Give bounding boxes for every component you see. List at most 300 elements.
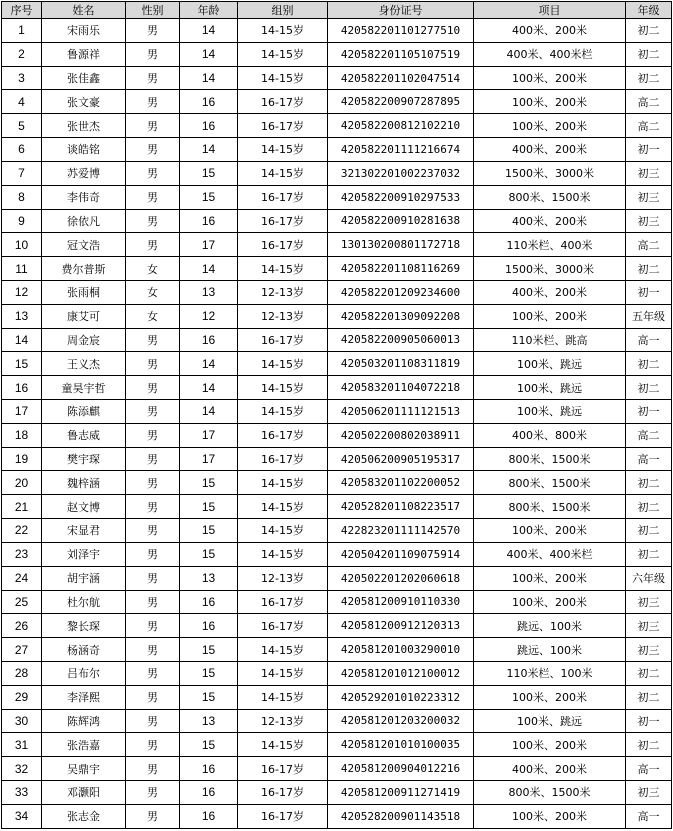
age-cell: 14: [180, 138, 238, 162]
group-cell: 14-15岁: [238, 257, 328, 281]
name-cell: 李泽熙: [42, 685, 126, 709]
event-cell: 1500米、3000米: [474, 257, 626, 281]
seq-cell: 34: [2, 804, 42, 828]
table-row: [2, 733, 672, 757]
name-cell: 黎长琛: [42, 614, 126, 638]
event-cell: 100米、200米: [474, 566, 626, 590]
group-cell: 16-17岁: [238, 757, 328, 781]
event-cell: 100米、200米: [474, 114, 626, 138]
event-cell: 800米、1500米: [474, 471, 626, 495]
grade-cell: 初二: [626, 471, 672, 495]
id-number-cell: 420529201010223312: [328, 685, 474, 709]
group-cell: 16-17岁: [238, 590, 328, 614]
grade-cell: 初三: [626, 590, 672, 614]
group-cell: 14-15岁: [238, 685, 328, 709]
seq-cell: 1: [2, 19, 42, 43]
group-cell: 14-15岁: [238, 400, 328, 424]
name-cell: 杜尔航: [42, 590, 126, 614]
age-cell: 15: [180, 542, 238, 566]
gender-cell: 男: [126, 161, 180, 185]
table-row: [2, 185, 672, 209]
age-cell: 14: [180, 400, 238, 424]
header-gender: 性别: [126, 2, 180, 19]
age-cell: 17: [180, 423, 238, 447]
name-cell: 童昊宇哲: [42, 376, 126, 400]
age-cell: 16: [180, 804, 238, 828]
name-cell: 张志金: [42, 804, 126, 828]
gender-cell: 女: [126, 304, 180, 328]
event-cell: 110米栏、100米: [474, 661, 626, 685]
event-cell: 100米、跳远: [474, 400, 626, 424]
name-cell: 张浩嘉: [42, 733, 126, 757]
name-cell: 杨涵奇: [42, 638, 126, 662]
age-cell: 14: [180, 66, 238, 90]
id-number-cell: 420582200910281638: [328, 209, 474, 233]
age-cell: 13: [180, 280, 238, 304]
gender-cell: 女: [126, 257, 180, 281]
id-number-cell: 420502201202060618: [328, 566, 474, 590]
seq-cell: 31: [2, 733, 42, 757]
name-cell: 陈添麒: [42, 400, 126, 424]
event-cell: 100米、200米: [474, 804, 626, 828]
gender-cell: 男: [126, 423, 180, 447]
group-cell: 14-15岁: [238, 661, 328, 685]
grade-cell: 高二: [626, 90, 672, 114]
grade-cell: 初二: [626, 66, 672, 90]
grade-cell: 初三: [626, 614, 672, 638]
seq-cell: 12: [2, 280, 42, 304]
id-number-cell: 420581201012100012: [328, 661, 474, 685]
group-cell: 14-15岁: [238, 161, 328, 185]
seq-cell: 17: [2, 400, 42, 424]
id-number-cell: 420528200901143518: [328, 804, 474, 828]
table-row: [2, 638, 672, 662]
age-cell: 17: [180, 233, 238, 257]
grade-cell: 高二: [626, 233, 672, 257]
age-cell: 17: [180, 447, 238, 471]
id-number-cell: 420506200905195317: [328, 447, 474, 471]
seq-cell: 33: [2, 781, 42, 805]
table-row: [2, 19, 672, 43]
header-age: 年龄: [180, 2, 238, 19]
id-number-cell: 420581201203200032: [328, 709, 474, 733]
event-cell: 800米、1500米: [474, 781, 626, 805]
grade-cell: 初三: [626, 781, 672, 805]
gender-cell: 男: [126, 376, 180, 400]
seq-cell: 22: [2, 519, 42, 543]
id-number-cell: 422823201111142570: [328, 519, 474, 543]
table-row: [2, 328, 672, 352]
seq-cell: 32: [2, 757, 42, 781]
group-cell: 16-17岁: [238, 447, 328, 471]
grade-cell: 初一: [626, 138, 672, 162]
header-name: 姓名: [42, 2, 126, 19]
seq-cell: 25: [2, 590, 42, 614]
event-cell: 100米、跳远: [474, 709, 626, 733]
group-cell: 16-17岁: [238, 804, 328, 828]
gender-cell: 男: [126, 42, 180, 66]
table-row: [2, 709, 672, 733]
event-cell: 1500米、3000米: [474, 161, 626, 185]
table-row: [2, 352, 672, 376]
event-cell: 400米、200米: [474, 19, 626, 43]
event-cell: 110米栏、跳高: [474, 328, 626, 352]
id-number-cell: 420528201108223517: [328, 495, 474, 519]
name-cell: 张文豪: [42, 90, 126, 114]
age-cell: 16: [180, 781, 238, 805]
event-cell: 800米、1500米: [474, 495, 626, 519]
age-cell: 15: [180, 733, 238, 757]
table-row: [2, 757, 672, 781]
group-cell: 14-15岁: [238, 471, 328, 495]
gender-cell: 男: [126, 566, 180, 590]
gender-cell: 男: [126, 19, 180, 43]
table-row: [2, 400, 672, 424]
seq-cell: 2: [2, 42, 42, 66]
age-cell: 15: [180, 161, 238, 185]
seq-cell: 21: [2, 495, 42, 519]
id-number-cell: 420582201105107519: [328, 42, 474, 66]
id-number-cell: 420506201111121513: [328, 400, 474, 424]
group-cell: 12-13岁: [238, 709, 328, 733]
age-cell: 15: [180, 685, 238, 709]
event-cell: 400米、400米栏: [474, 542, 626, 566]
event-cell: 100米、200米: [474, 733, 626, 757]
seq-cell: 14: [2, 328, 42, 352]
grade-cell: 初一: [626, 280, 672, 304]
grade-cell: 五年级: [626, 304, 672, 328]
table-row: [2, 566, 672, 590]
grade-cell: 初二: [626, 352, 672, 376]
seq-cell: 27: [2, 638, 42, 662]
seq-cell: 6: [2, 138, 42, 162]
group-cell: 12-13岁: [238, 304, 328, 328]
age-cell: 15: [180, 638, 238, 662]
header-seq: 序号: [2, 2, 42, 19]
event-cell: 100米、200米: [474, 590, 626, 614]
table-row: [2, 280, 672, 304]
grade-cell: 高二: [626, 423, 672, 447]
table-row: [2, 42, 672, 66]
name-cell: 冠文浩: [42, 233, 126, 257]
grade-cell: 初三: [626, 161, 672, 185]
grade-cell: 初三: [626, 638, 672, 662]
age-cell: 16: [180, 614, 238, 638]
id-number-cell: 420582201102047514: [328, 66, 474, 90]
gender-cell: 男: [126, 138, 180, 162]
id-number-cell: 420503201108311819: [328, 352, 474, 376]
gender-cell: 男: [126, 804, 180, 828]
gender-cell: 男: [126, 471, 180, 495]
seq-cell: 26: [2, 614, 42, 638]
grade-cell: 初三: [626, 185, 672, 209]
event-cell: 800米、1500米: [474, 447, 626, 471]
grade-cell: 高一: [626, 447, 672, 471]
gender-cell: 男: [126, 733, 180, 757]
age-cell: 14: [180, 19, 238, 43]
id-number-cell: 420581201010100035: [328, 733, 474, 757]
id-number-cell: 420582200905060013: [328, 328, 474, 352]
grade-cell: 初二: [626, 542, 672, 566]
grade-cell: 高一: [626, 328, 672, 352]
grade-cell: 初二: [626, 661, 672, 685]
id-number-cell: 420581201003290010: [328, 638, 474, 662]
athlete-registration-table: [1, 1, 672, 829]
name-cell: 李伟奇: [42, 185, 126, 209]
seq-cell: 3: [2, 66, 42, 90]
grade-cell: 初二: [626, 376, 672, 400]
id-number-cell: 420582201309092208: [328, 304, 474, 328]
name-cell: 胡宇涵: [42, 566, 126, 590]
group-cell: 14-15岁: [238, 733, 328, 757]
age-cell: 16: [180, 328, 238, 352]
gender-cell: 男: [126, 447, 180, 471]
table-row: [2, 519, 672, 543]
age-cell: 14: [180, 42, 238, 66]
age-cell: 14: [180, 376, 238, 400]
name-cell: 吕布尔: [42, 661, 126, 685]
grade-cell: 初二: [626, 685, 672, 709]
group-cell: 16-17岁: [238, 209, 328, 233]
gender-cell: 男: [126, 114, 180, 138]
gender-cell: 男: [126, 638, 180, 662]
gender-cell: 男: [126, 661, 180, 685]
event-cell: 400米、800米: [474, 423, 626, 447]
group-cell: 14-15岁: [238, 42, 328, 66]
seq-cell: 11: [2, 257, 42, 281]
name-cell: 鲁志威: [42, 423, 126, 447]
event-cell: 100米、200米: [474, 519, 626, 543]
table-body: [2, 19, 672, 829]
age-cell: 16: [180, 590, 238, 614]
grade-cell: 初二: [626, 733, 672, 757]
gender-cell: 男: [126, 709, 180, 733]
age-cell: 16: [180, 209, 238, 233]
seq-cell: 8: [2, 185, 42, 209]
id-number-cell: 420581200904012216: [328, 757, 474, 781]
age-cell: 14: [180, 257, 238, 281]
age-cell: 16: [180, 90, 238, 114]
table-header-row: [2, 2, 672, 19]
seq-cell: 23: [2, 542, 42, 566]
id-number-cell: 420583201104072218: [328, 376, 474, 400]
gender-cell: 男: [126, 328, 180, 352]
id-number-cell: 420582201111216674: [328, 138, 474, 162]
seq-cell: 4: [2, 90, 42, 114]
id-number-cell: 420581200910110330: [328, 590, 474, 614]
id-number-cell: 321302201002237032: [328, 161, 474, 185]
age-cell: 16: [180, 757, 238, 781]
age-cell: 15: [180, 661, 238, 685]
grade-cell: 初一: [626, 400, 672, 424]
name-cell: 谈皓铭: [42, 138, 126, 162]
table-row: [2, 542, 672, 566]
gender-cell: 男: [126, 185, 180, 209]
header-event: 项目: [474, 2, 626, 19]
name-cell: 吴鼎宇: [42, 757, 126, 781]
name-cell: 刘泽宇: [42, 542, 126, 566]
gender-cell: 男: [126, 400, 180, 424]
group-cell: 16-17岁: [238, 114, 328, 138]
id-number-cell: 420502200802038911: [328, 423, 474, 447]
seq-cell: 29: [2, 685, 42, 709]
event-cell: 400米、200米: [474, 209, 626, 233]
event-cell: 400米、200米: [474, 280, 626, 304]
id-number-cell: 420582201108116269: [328, 257, 474, 281]
seq-cell: 10: [2, 233, 42, 257]
name-cell: 张世杰: [42, 114, 126, 138]
seq-cell: 24: [2, 566, 42, 590]
event-cell: 100米、200米: [474, 304, 626, 328]
group-cell: 14-15岁: [238, 66, 328, 90]
group-cell: 16-17岁: [238, 423, 328, 447]
age-cell: 15: [180, 471, 238, 495]
table-row: [2, 447, 672, 471]
grade-cell: 初二: [626, 495, 672, 519]
age-cell: 16: [180, 114, 238, 138]
name-cell: 魏梓涵: [42, 471, 126, 495]
seq-cell: 30: [2, 709, 42, 733]
seq-cell: 19: [2, 447, 42, 471]
group-cell: 14-15岁: [238, 519, 328, 543]
grade-cell: 高一: [626, 804, 672, 828]
name-cell: 樊宇琛: [42, 447, 126, 471]
age-cell: 15: [180, 495, 238, 519]
table-row: [2, 233, 672, 257]
group-cell: 14-15岁: [238, 495, 328, 519]
name-cell: 陈辉鸿: [42, 709, 126, 733]
seq-cell: 15: [2, 352, 42, 376]
group-cell: 14-15岁: [238, 376, 328, 400]
event-cell: 110米栏、400米: [474, 233, 626, 257]
group-cell: 12-13岁: [238, 280, 328, 304]
name-cell: 张雨桐: [42, 280, 126, 304]
group-cell: 12-13岁: [238, 566, 328, 590]
event-cell: 跳远、100米: [474, 614, 626, 638]
name-cell: 周金宸: [42, 328, 126, 352]
age-cell: 15: [180, 519, 238, 543]
id-number-cell: 420582200812102210: [328, 114, 474, 138]
gender-cell: 男: [126, 685, 180, 709]
id-number-cell: 420504201109075914: [328, 542, 474, 566]
age-cell: 14: [180, 352, 238, 376]
table-row: [2, 66, 672, 90]
grade-cell: 初二: [626, 19, 672, 43]
group-cell: 14-15岁: [238, 542, 328, 566]
grade-cell: 高二: [626, 114, 672, 138]
table-row: [2, 114, 672, 138]
seq-cell: 5: [2, 114, 42, 138]
header-id-number: 身份证号: [328, 2, 474, 19]
group-cell: 16-17岁: [238, 185, 328, 209]
header-grade: 年级: [626, 2, 672, 19]
seq-cell: 7: [2, 161, 42, 185]
name-cell: 赵文博: [42, 495, 126, 519]
gender-cell: 男: [126, 66, 180, 90]
event-cell: 跳远、100米: [474, 638, 626, 662]
grade-cell: 六年级: [626, 566, 672, 590]
group-cell: 16-17岁: [238, 781, 328, 805]
id-number-cell: 420582200907287895: [328, 90, 474, 114]
gender-cell: 男: [126, 781, 180, 805]
seq-cell: 13: [2, 304, 42, 328]
gender-cell: 男: [126, 614, 180, 638]
group-cell: 14-15岁: [238, 352, 328, 376]
group-cell: 16-17岁: [238, 614, 328, 638]
name-cell: 宋雨乐: [42, 19, 126, 43]
gender-cell: 男: [126, 352, 180, 376]
age-cell: 13: [180, 566, 238, 590]
gender-cell: 男: [126, 590, 180, 614]
group-cell: 14-15岁: [238, 638, 328, 662]
event-cell: 100米、200米: [474, 685, 626, 709]
event-cell: 800米、1500米: [474, 185, 626, 209]
table-row: [2, 138, 672, 162]
seq-cell: 9: [2, 209, 42, 233]
gender-cell: 男: [126, 542, 180, 566]
gender-cell: 男: [126, 495, 180, 519]
id-number-cell: 420581200911271419: [328, 781, 474, 805]
event-cell: 100米、200米: [474, 66, 626, 90]
id-number-cell: 420582201101277510: [328, 19, 474, 43]
seq-cell: 28: [2, 661, 42, 685]
seq-cell: 20: [2, 471, 42, 495]
name-cell: 邓灏阳: [42, 781, 126, 805]
id-number-cell: 420583201102200052: [328, 471, 474, 495]
grade-cell: 初二: [626, 257, 672, 281]
gender-cell: 男: [126, 209, 180, 233]
name-cell: 费尔普斯: [42, 257, 126, 281]
event-cell: 400米、400米栏: [474, 42, 626, 66]
table-row: [2, 257, 672, 281]
table-row: [2, 209, 672, 233]
event-cell: 100米、200米: [474, 90, 626, 114]
age-cell: 15: [180, 185, 238, 209]
gender-cell: 女: [126, 280, 180, 304]
group-cell: 16-17岁: [238, 233, 328, 257]
event-cell: 400米、200米: [474, 138, 626, 162]
id-number-cell: 420581200912120313: [328, 614, 474, 638]
name-cell: 张佳鑫: [42, 66, 126, 90]
table-row: [2, 495, 672, 519]
event-cell: 400米、200米: [474, 757, 626, 781]
id-number-cell: 130130200801172718: [328, 233, 474, 257]
age-cell: 12: [180, 304, 238, 328]
id-number-cell: 420582200910297533: [328, 185, 474, 209]
table-row: [2, 804, 672, 828]
gender-cell: 男: [126, 757, 180, 781]
grade-cell: 初二: [626, 42, 672, 66]
grade-cell: 初三: [626, 209, 672, 233]
name-cell: 苏爱博: [42, 161, 126, 185]
table-row: [2, 90, 672, 114]
table-row: [2, 161, 672, 185]
name-cell: 鲁源祥: [42, 42, 126, 66]
table-row: [2, 661, 672, 685]
table-row: [2, 304, 672, 328]
group-cell: 14-15岁: [238, 138, 328, 162]
id-number-cell: 420582201209234600: [328, 280, 474, 304]
header-group: 组别: [238, 2, 328, 19]
grade-cell: 高一: [626, 757, 672, 781]
group-cell: 14-15岁: [238, 19, 328, 43]
grade-cell: 初二: [626, 519, 672, 543]
group-cell: 16-17岁: [238, 90, 328, 114]
table-row: [2, 423, 672, 447]
table-row: [2, 471, 672, 495]
table-row: [2, 781, 672, 805]
name-cell: 宋显君: [42, 519, 126, 543]
